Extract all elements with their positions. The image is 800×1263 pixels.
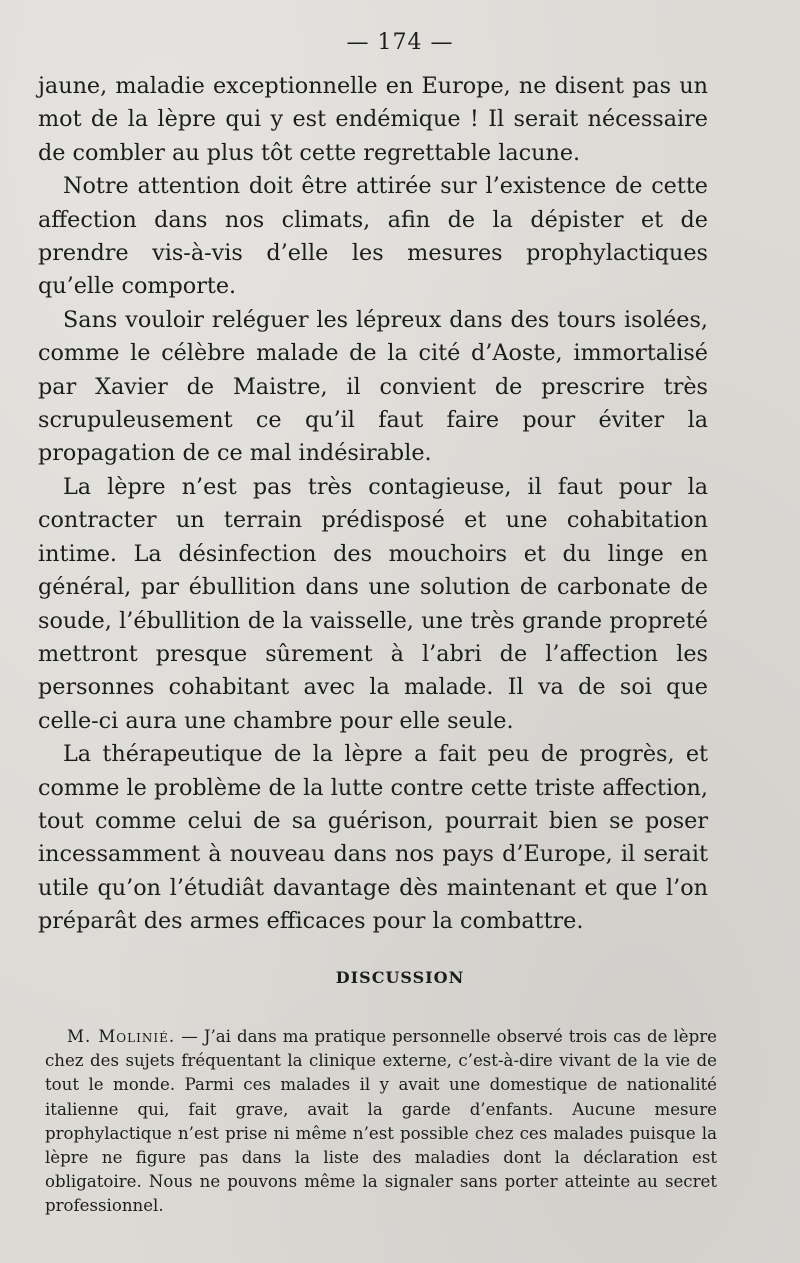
page-number: — 174 — <box>346 30 454 55</box>
paragraph: La thérapeutique de la lèpre a fait peu de progrès, et comme le problème de la lutte contre cette triste affection, tout comme celui de sa guérison, pourrait bien se poser incessamment à nouveau dans nos pays d’Europe, il serait utile qu’on l’étudiât davantage dès maintenant et que l’on préparât des armes efficaces pour la combattre. <box>38 741 708 935</box>
discussion-heading: DISCUSSION <box>335 968 465 987</box>
paragraph: La lèpre n’est pas très contagieuse, il faut pour la contracter un terrain prédisposé et une cohabitation intime. La désinfection des mouchoirs et du linge en général, par ébullition dans une solution de carbonate de soude, l’ébullition de la vaisselle, une très grande propreté mettront presque sûrement à l’abri de l’affection les personnes cohabitant avec la malade. Il va de soi que celle-ci aura une chambre pour elle seule. <box>38 473 708 734</box>
paragraph: Sans vouloir reléguer les lépreux dans des tours isolées, comme le célèbre malade de la cité d’Aoste, immortalisé par Xavier de Maistre, il convient de prescrire très scrupuleusement ce qu’il faut faire pour éviter la propagation de ce mal indésirable. <box>38 306 708 467</box>
main-text <box>38 70 708 939</box>
discussion-section <box>45 1025 717 1219</box>
paragraph: Notre attention doit être attirée sur l’existence de cette affection dans nos climats, afin de la dépister et de prendre vis-à-vis d’elle les mesures prophylactiques qu’elle comporte. <box>38 173 708 300</box>
speaker-name: M. Molinié. <box>67 1027 176 1046</box>
discussion-paragraph <box>45 1025 717 1219</box>
discussion-text: — J’ai dans ma pratique personnelle observé trois cas de lèpre chez des sujets fréquentant la clinique externe, c’est-à-dire vivant de la vie de tout le monde. Parmi ces malades il y avait une domestique de nationalité italienne qui, fait grave, avait la garde d’enfants. Aucune mesure prophylactique n’est prise ni même n’est possible chez ces malades puisque la lèpre ne figure pas dans la liste des maladies dont la déclaration est obligatoire. Nous ne pouvons même la signaler sans porter atteinte au secret professionnel. <box>45 1027 717 1216</box>
paragraph-continuation: jaune, maladie exceptionnelle en Europe, ne disent pas un mot de la lèpre qui y est endémique ! Il serait nécessaire de combler au plus tôt cette regrettable lacune. <box>38 73 708 166</box>
